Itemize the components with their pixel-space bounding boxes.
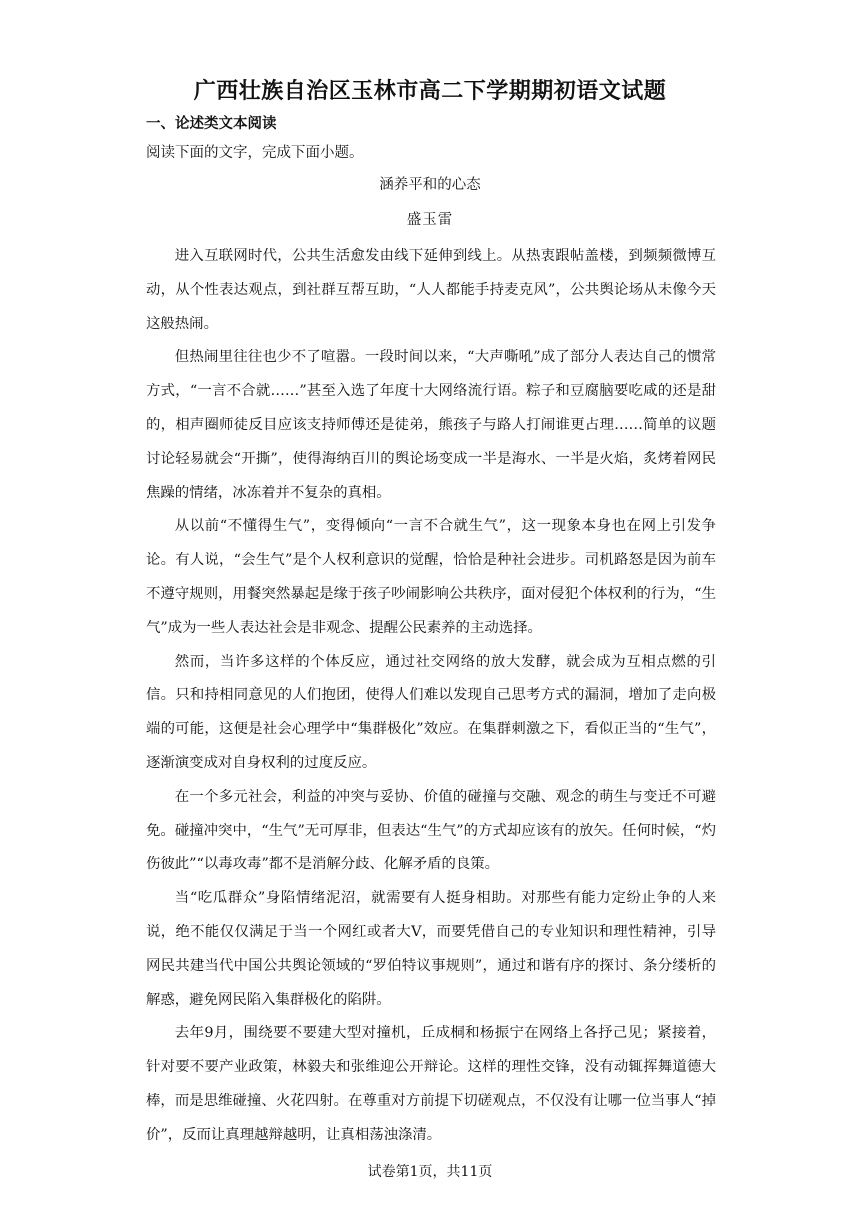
essay-author: 盛玉雷: [406, 212, 454, 228]
reading-instruction: 阅读下面的文字，完成下面小题。: [146, 145, 364, 161]
essay-title: 涵养平和的心态: [379, 177, 481, 193]
essay-paragraph: 但热闹里往往也少不了喧嚣。一段时间以来，“大声嘶吼”成了部分人表达自己的惯常方式，“一言不合就……”甚至入选了年度十大网络流行语。粽子和豆腐脑要吃咸的还是甜的，相声圈师徒反目应该支持师傅还是徒弟，熊孩子与路人打闹谁更占理……简单的议题讨论轻易就会“开撕”，使得海纳百川的舆论场变成一半是海水、一半是火焰，炙烤着网民焦躁的情绪，冰冻着并不复杂的真相。: [146, 349, 716, 501]
essay-paragraph: 去年9月，围绕要不要建大型对撞机，丘成桐和杨振宁在网络上各抒己见；紧接着，针对要不要产业政策，林毅夫和张维迎公开辩论。这样的理性交锋，没有动辄挥舞道德大棒，而是思维碰撞、火花四射。在尊重对方前提下切磋观点，不仅没有让哪一位当事人“掉价”，反而让真理越辩越明，让真相荡浊涤清。: [146, 1025, 716, 1143]
page-footer: 试卷第1页，共11页: [367, 1164, 493, 1180]
exam-title: 广西壮族自治区玉林市高二下学期期初语文试题: [193, 79, 667, 104]
essay-paragraph: 从以前“不懂得生气”，变得倾向“一言不合就生气”，这一现象本身也在网上引发争论。有人说，“会生气”是个人权利意识的觉醒，恰恰是种社会进步。司机路怒是因为前车不遵守规则，用餐突然暴起是缘于孩子吵闹影响公共秩序，面对侵犯个体权利的行为，“生气”成为一些人表达社会是非观念、提醒公民素养的主动选择。: [146, 518, 716, 636]
essay-paragraph: 进入互联网时代，公共生活愈发由线下延伸到线上。从热衷跟帖盖楼，到频频微博互动，从个性表达观点，到社群互帮互助，“人人都能手持麦克风”，公共舆论场从未像今天这般热闹。: [146, 248, 716, 332]
section-heading: 一、论述类文本阅读: [146, 116, 277, 132]
essay-paragraph: 当“吃瓜群众”身陷情绪泥沼，就需要有人挺身相助。对那些有能力定纷止争的人来说，绝不能仅仅满足于当一个网红或者大V，而要凭借自己的专业知识和理性精神，引导网民共建当代中国公共舆论领域的“罗伯特议事规则”，通过和谐有序的探讨、条分缕析的解惑，避免网民陷入集群极化的陷阱。: [146, 890, 716, 1008]
essay-body: [146, 240, 716, 1153]
essay-paragraph: 在一个多元社会，利益的冲突与妥协、价值的碰撞与交融、观念的萌生与变迁不可避免。碰撞冲突中，“生气”无可厚非，但表达“生气”的方式却应该有的放矢。任何时候，“灼伤彼此”“以毒攻毒”都不是消解分歧、化解矛盾的良策。: [146, 788, 716, 873]
essay-paragraph: 然而，当许多这样的个体反应，通过社交网络的放大发酵，就会成为互相点燃的引信。只和持相同意见的人们抱团，使得人们难以发现自己思考方式的漏洞，增加了走向极端的可能，这便是社会心理学中“集群极化”效应。在集群刺激之下，看似正当的“生气”，逐渐演变成对自身权利的过度反应。: [146, 653, 716, 771]
